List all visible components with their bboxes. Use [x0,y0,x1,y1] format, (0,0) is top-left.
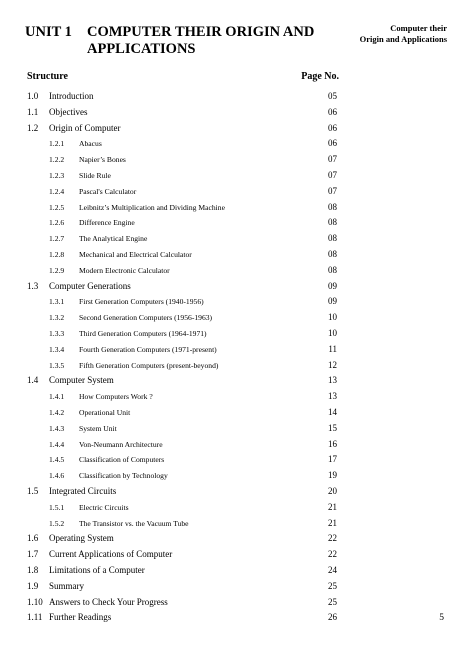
toc-entry-number: 1.0 [27,91,39,101]
toc-entry [27,579,337,595]
toc-entry-page: 09 [328,296,337,307]
toc-entry [27,136,337,152]
toc-entry-title: Electric Circuits [79,502,129,512]
toc-entry-number: 1.2.5 [49,202,65,212]
toc-entry-page: 12 [328,359,337,370]
toc-entry-title: Abacus [79,139,102,149]
toc-entry-number: 1.2.9 [49,265,65,275]
toc-entry-title: Introduction [49,91,94,101]
toc-entry-page: 07 [328,154,337,165]
toc-entry-title: System Unit [79,423,117,433]
toc-entry-number: 1.4.4 [49,439,65,449]
toc-entry-page: 13 [328,375,337,386]
toc-entry-title: Operating System [49,533,114,544]
toc-entry-page: 14 [328,406,337,417]
toc-entry-title: Further Readings [49,612,112,623]
toc-entry-title: Von-Neumann Architecture [79,439,163,449]
toc-entry-page: 07 [328,185,337,196]
toc-entry-page: 08 [328,217,337,228]
toc-entry [27,200,337,216]
toc-entry-title: Computer System [49,375,114,386]
toc-entry-number: 1.3 [27,280,39,291]
toc-entry-title: Current Applications of Computer [49,549,173,560]
table-of-contents [27,89,337,626]
toc-entry-number: 1.8 [27,564,39,575]
toc-entry-title: Fifth Generation Computers (present-beyond) [79,360,219,370]
toc-entry [27,500,337,516]
toc-entry-page: 08 [328,201,337,212]
toc-entry-page: 06 [328,122,337,133]
toc-entry-title: Objectives [49,106,88,117]
toc-entry-page: 08 [328,264,337,275]
toc-entry-page: 22 [328,533,337,544]
toc-entry [27,358,337,374]
toc-entry [27,89,337,105]
toc-entry [27,468,337,484]
toc-entry-number: 1.3.5 [49,360,65,370]
toc-entry-page: 13 [328,391,337,402]
toc-entry-title: Fourth Generation Computers (1971-present) [79,344,217,354]
toc-entry-page: 16 [328,438,337,449]
toc-entry [27,531,337,547]
toc-entry-number: 1.2.6 [49,218,65,228]
toc-entry-number: 1.4.3 [49,423,65,433]
toc-entry-page: 10 [328,327,337,338]
toc-entry-title: Slide Rule [79,170,111,180]
toc-entry-title: Difference Engine [79,218,135,228]
toc-entry-number: 1.11 [27,612,43,623]
toc-entry-number: 1.6 [27,533,39,544]
toc-entry-number: 1.2.8 [49,249,65,259]
toc-entry [27,452,337,468]
toc-entry-number: 1.2.3 [49,170,65,180]
toc-entry-number: 1.2.7 [49,234,65,244]
toc-entry-number: 1.4.6 [49,471,65,481]
toc-entry-page: 08 [328,248,337,259]
toc-entry-page: 21 [328,501,337,512]
toc-entry-title: Classification of Computers [79,455,165,465]
toc-entry-title: Summary [49,580,84,591]
toc-entry [27,389,337,405]
toc-entry-title: Pascal's Calculator [79,186,137,196]
toc-entry-title: The Transistor vs. the Vacuum Tube [79,518,189,528]
toc-entry-title: Answers to Check Your Progress [49,596,168,607]
toc-entry-page: 06 [328,138,337,149]
toc-entry-number: 1.4.5 [49,455,65,465]
toc-entry-title: Classification by Technology [79,471,168,481]
toc-entry-title: Napier’s Bones [79,155,126,165]
toc-entry-page: 25 [328,580,337,591]
toc-entry-title: Limitations of a Computer [49,564,145,575]
unit-number: UNIT 1 [25,24,72,40]
toc-entry-page: 07 [328,169,337,180]
toc-entry-page: 11 [328,343,337,354]
toc-entry [27,547,337,563]
toc-entry-title: Computer Generations [49,280,131,291]
toc-entry-number: 1.5.2 [49,518,65,528]
toc-entry [27,121,337,137]
toc-entry-title: Mechanical and Electrical Calculator [79,249,192,259]
toc-entry [27,263,337,279]
toc-entry [27,342,337,358]
toc-entry [27,326,337,342]
toc-entry-title: Second Generation Computers (1956-1963) [79,313,213,323]
toc-entry-page: 05 [328,91,337,101]
toc-entry [27,294,337,310]
running-head-line: Computer their [390,23,447,33]
toc-entry-title: Third Generation Computers (1964-1971) [79,328,207,338]
toc-entry-page: 15 [328,422,337,433]
toc-entry-page: 17 [328,454,337,465]
toc-entry-number: 1.3.4 [49,344,65,354]
toc-entry-page: 19 [328,470,337,481]
toc-entry-number: 1.9 [27,580,39,591]
toc-entry [27,152,337,168]
toc-entry-number: 1.4.2 [49,407,65,417]
toc-entry [27,484,337,500]
toc-entry-page: 22 [328,549,337,560]
toc-entry [27,421,337,437]
running-head [337,23,447,45]
unit-title: COMPUTER THEIR ORIGIN AND APPLICATIONS [87,24,315,57]
toc-entry-number: 1.2.2 [49,155,65,165]
toc-entry-page: 09 [328,280,337,291]
toc-entry [27,563,337,579]
toc-entry-number: 1.4 [27,375,39,386]
toc-entry-number: 1.3.3 [49,328,65,338]
toc-entry-number: 1.1 [27,106,39,117]
toc-entry-title: Modern Electronic Calculator [79,265,170,275]
toc-entry [27,231,337,247]
toc-entry [27,168,337,184]
toc-entry-number: 1.10 [27,596,43,607]
toc-entry [27,184,337,200]
toc-entry-title: Origin of Computer [49,122,121,133]
toc-entry-page: 25 [328,596,337,607]
toc-entry [27,595,337,611]
toc-entry [27,373,337,389]
toc-entry [27,516,337,532]
toc-entry [27,247,337,263]
toc-entry-page: 21 [328,517,337,528]
toc-entry-title: Operational Unit [79,407,131,417]
running-head-line: Origin and Applications [359,34,447,44]
toc-entry-page: 06 [328,106,337,117]
toc-entry-number: 1.3.2 [49,313,65,323]
toc-entry [27,310,337,326]
toc-entry-number: 1.5 [27,485,39,496]
page-number-heading: Page No. [301,71,339,82]
toc-entry [27,105,337,121]
toc-entry-page: 08 [328,233,337,244]
toc-entry-page: 24 [328,564,337,575]
toc-entry [27,437,337,453]
toc-entry-number: 1.3.1 [49,297,65,307]
toc-entry-number: 1.4.1 [49,392,65,402]
toc-entry-title: First Generation Computers (1940-1956) [79,297,204,307]
toc-entry-number: 1.2.1 [49,139,65,149]
toc-entry-page: 26 [328,612,337,623]
toc-entry-title: Leibnitz’s Multiplication and Dividing Machine [79,202,225,212]
toc-entry-title: Integrated Circuits [49,485,117,496]
toc-entry [27,215,337,231]
toc-entry-number: 1.7 [27,549,39,560]
toc-entry-number: 1.2.4 [49,186,65,196]
toc-entry-title: How Computers Work ? [79,392,153,402]
toc-entry-title: The Analytical Engine [79,234,148,244]
toc-header [27,71,339,83]
toc-entry [27,610,337,626]
page-folio: 5 [439,613,444,623]
toc-entry-page: 10 [328,312,337,323]
toc-entry-number: 1.5.1 [49,502,65,512]
toc-entry-number: 1.2 [27,122,39,133]
toc-entry [27,405,337,421]
structure-heading: Structure [27,71,68,82]
toc-entry [27,279,337,295]
toc-entry-page: 20 [328,485,337,496]
